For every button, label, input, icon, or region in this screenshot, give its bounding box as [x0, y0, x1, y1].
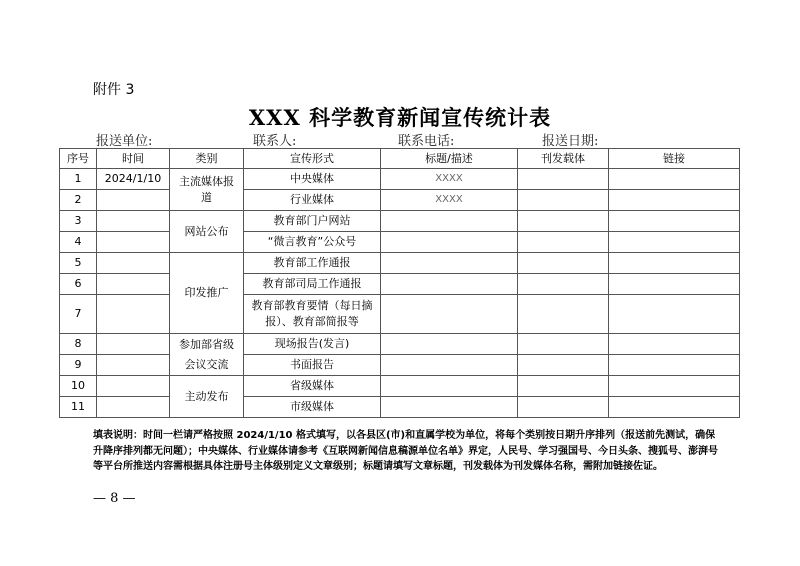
- row-title: [381, 232, 518, 253]
- row-carrier: [518, 253, 609, 274]
- row-link: [609, 190, 740, 211]
- row-link: [609, 334, 740, 355]
- category-active: 主动发布: [170, 376, 244, 418]
- row-time: [97, 334, 170, 355]
- row-time: [97, 355, 170, 376]
- table-row: [60, 211, 740, 232]
- row-time: [97, 376, 170, 397]
- row-carrier: [518, 211, 609, 232]
- row-form: 教育部司局工作通报: [244, 274, 381, 295]
- report-unit-label: 报送单位:: [96, 134, 153, 149]
- category-print: 印发推广: [170, 253, 244, 334]
- page-number: — 8 —: [93, 491, 136, 506]
- row-carrier: [518, 397, 609, 418]
- row-index: 8: [60, 334, 97, 355]
- row-link: [609, 274, 740, 295]
- row-title: [381, 355, 518, 376]
- row-title: [381, 274, 518, 295]
- row-title: [381, 253, 518, 274]
- category-meeting: 参加部省级会议交流: [170, 334, 244, 376]
- row-time: [97, 190, 170, 211]
- row-carrier: [518, 355, 609, 376]
- row-time: [97, 253, 170, 274]
- table-row: [60, 397, 740, 418]
- row-title: XXXX: [381, 169, 518, 190]
- category-website: 网站公布: [170, 211, 244, 253]
- row-link: [609, 253, 740, 274]
- row-title: [381, 211, 518, 232]
- header-index: 序号: [60, 149, 97, 169]
- table-row: [60, 376, 740, 397]
- row-carrier: [518, 376, 609, 397]
- row-link: [609, 376, 740, 397]
- row-form: 教育部门户网站: [244, 211, 381, 232]
- row-carrier: [518, 274, 609, 295]
- row-time: [97, 274, 170, 295]
- row-form: “微言教育”公众号: [244, 232, 381, 253]
- header-title: 标题/描述: [381, 149, 518, 169]
- row-carrier: [518, 169, 609, 190]
- table-header-row: [60, 149, 740, 169]
- page-title: XXX 科学教育新闻宣传统计表: [248, 105, 552, 130]
- row-title: [381, 334, 518, 355]
- row-carrier: [518, 190, 609, 211]
- row-time: [97, 211, 170, 232]
- statistics-table: [59, 148, 740, 418]
- row-form: 教育部工作通报: [244, 253, 381, 274]
- header-category: 类别: [170, 149, 244, 169]
- filling-instructions: 填表说明：时间一栏请严格按照 2024/1/10 格式填写，以各县区(市)和直属学校为单位，将每个类别按日期升序排列（报送前先测试，确保升降序排列都无问题）；中央媒体、行业媒体请参考《互联网新闻信息稿源单位名单》界定，人民号、学习强国号、今日头条、搜狐号、澎湃号等平台所推送内容需根据具体注册号主体级别定义文章级别；标题请填写文章标题，刊发载体为刊发媒体名称，需附加链接佐证。: [93, 430, 718, 472]
- row-title: [381, 376, 518, 397]
- table-row: [60, 334, 740, 355]
- row-form: 中央媒体: [244, 169, 381, 190]
- table-row: [60, 232, 740, 253]
- row-form: 行业媒体: [244, 190, 381, 211]
- row-form: 现场报告(发言): [244, 334, 381, 355]
- row-carrier: [518, 334, 609, 355]
- category-mainstream: 主流媒体报道: [170, 169, 244, 211]
- row-link: [609, 355, 740, 376]
- header-carrier: 刊发载体: [518, 149, 609, 169]
- row-title: [381, 295, 518, 334]
- row-link: [609, 295, 740, 334]
- attachment-label: 附件 3: [93, 82, 135, 98]
- row-index: 11: [60, 397, 97, 418]
- row-index: 9: [60, 355, 97, 376]
- row-link: [609, 211, 740, 232]
- table-row: [60, 355, 740, 376]
- header-form: 宣传形式: [244, 149, 381, 169]
- row-carrier: [518, 232, 609, 253]
- row-link: [609, 232, 740, 253]
- row-time: 2024/1/10: [97, 169, 170, 190]
- row-index: 10: [60, 376, 97, 397]
- table-row: [60, 295, 740, 334]
- table-row: [60, 253, 740, 274]
- row-index: 3: [60, 211, 97, 232]
- contact-phone-label: 联系电话:: [398, 134, 455, 149]
- row-index: 7: [60, 295, 97, 334]
- header-link: 链接: [609, 149, 740, 169]
- row-form: 教育部教育要情（每日摘报）、教育部简报等: [244, 295, 381, 334]
- row-time: [97, 232, 170, 253]
- row-index: 6: [60, 274, 97, 295]
- row-index: 5: [60, 253, 97, 274]
- table-row: [60, 169, 740, 190]
- row-title: [381, 397, 518, 418]
- row-index: 2: [60, 190, 97, 211]
- row-carrier: [518, 295, 609, 334]
- table-row: [60, 274, 740, 295]
- row-index: 1: [60, 169, 97, 190]
- header-time: 时间: [97, 149, 170, 169]
- row-form: 市级媒体: [244, 397, 381, 418]
- row-title: XXXX: [381, 190, 518, 211]
- row-time: [97, 397, 170, 418]
- contact-person-label: 联系人:: [253, 134, 297, 149]
- row-time: [97, 295, 170, 334]
- row-form: 书面报告: [244, 355, 381, 376]
- row-link: [609, 397, 740, 418]
- table-row: [60, 190, 740, 211]
- row-form: 省级媒体: [244, 376, 381, 397]
- report-date-label: 报送日期:: [542, 134, 599, 149]
- row-index: 4: [60, 232, 97, 253]
- row-link: [609, 169, 740, 190]
